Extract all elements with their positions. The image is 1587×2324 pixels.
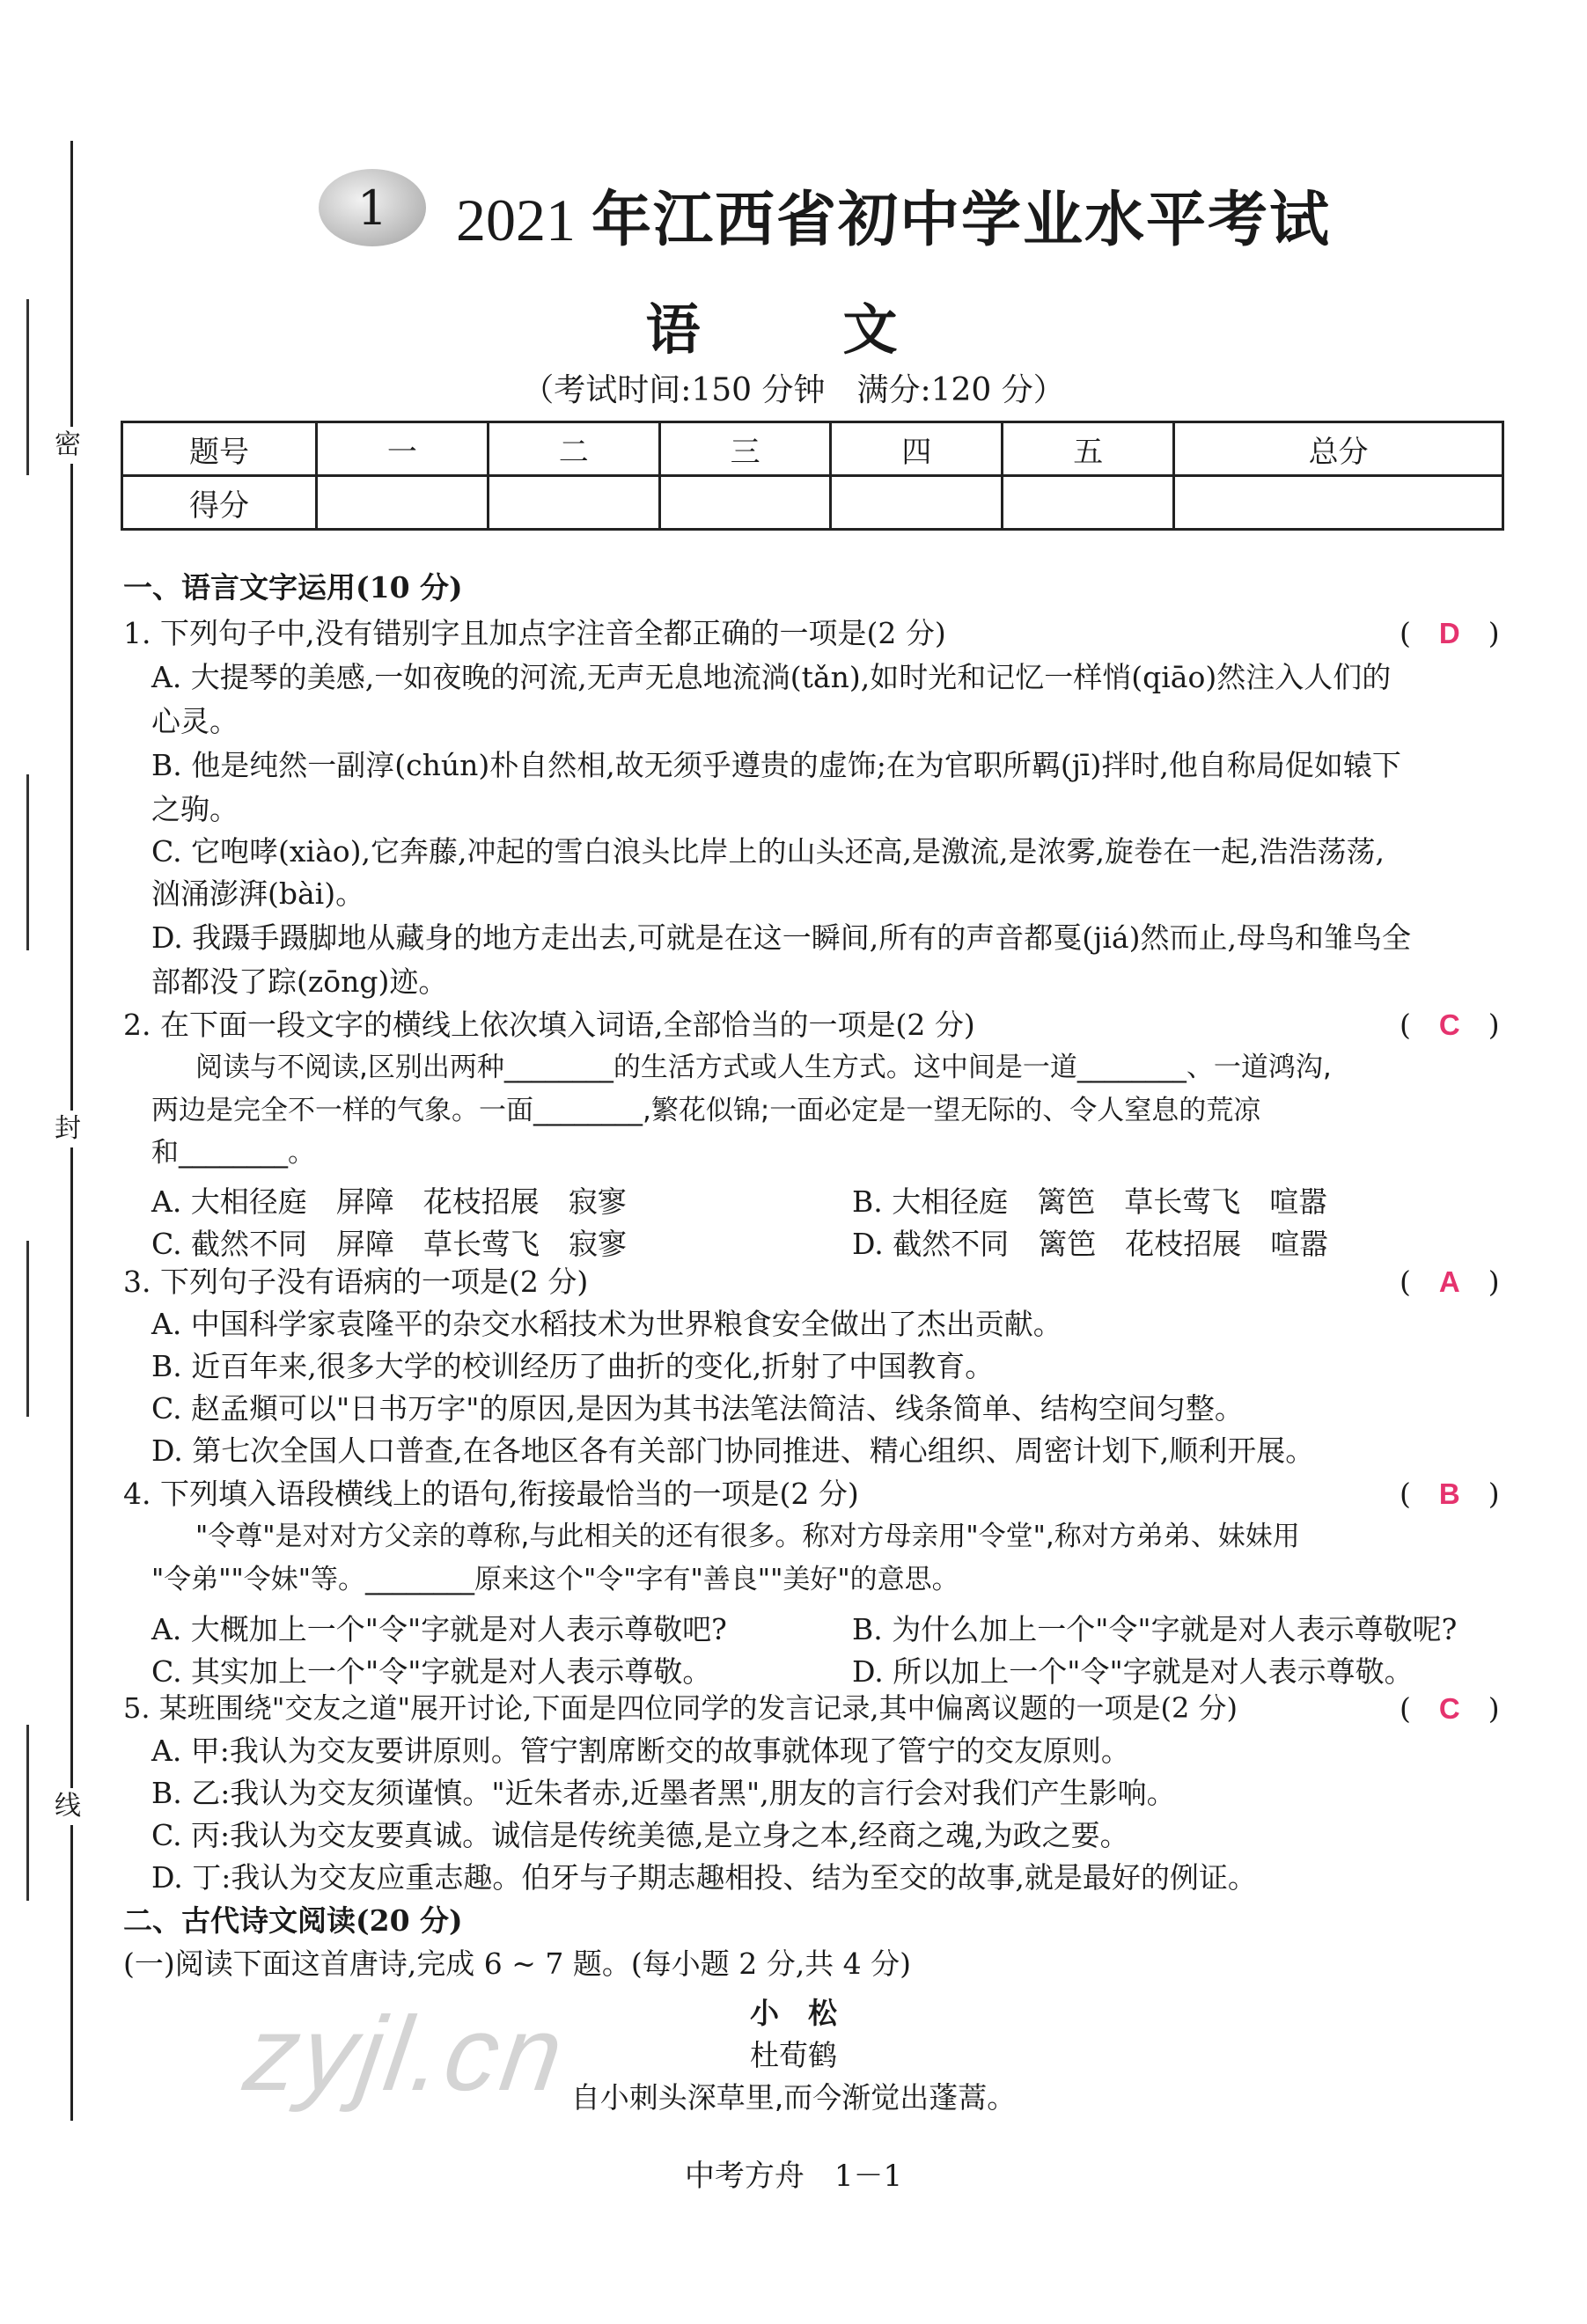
answer-letter: D [1438,617,1460,649]
option-d: D. 我蹑手蹑脚地从藏身的地方走出去,可就是在这一瞬间,所有的声音都戛(jiá)然而止,母鸟和雏鸟全 [151,920,1411,955]
score-table-score-row [122,476,1503,530]
option-a: A. 大概加上一个"令"字就是对人表示尊敬吧? [151,1612,727,1646]
page-footer: 中考方舟 1－1 [684,2159,903,2194]
margin-blank-line [26,1725,29,1901]
answer-letter: A [1438,1265,1460,1298]
margin-label-feng: 封 [55,1111,81,1147]
question-stem: 2. 在下面一段文字的横线上依次填入词语,全部恰当的一项是(2 分) [123,1008,975,1042]
poem-title: 小 松 [750,1996,837,2030]
table-cell: 二 [488,422,659,476]
option-b: B. 为什么加上一个"令"字就是对人表示尊敬呢? [852,1612,1458,1646]
option-c: C. 丙:我认为交友要真诚。诚信是传统美德,是立身之本,经商之魂,为政之要。 [151,1818,1129,1852]
question-stem: 4. 下列填入语段横线上的语句,衔接最恰当的一项是(2 分) [123,1477,859,1511]
title-year: 2021 [456,187,576,253]
option-a: A. 大提琴的美感,一如夜晚的河流,无声无息地流淌(tǎn),如时光和记忆一样悄(qiāo)然注入人们的 [151,660,1392,694]
sub-question-intro: (一)阅读下面这首唐诗,完成 6 ~ 7 题。(每小题 2 分,共 4 分) [123,1946,912,1981]
margin-label-mi: 密 [55,427,81,464]
passage-line: 和________。 [151,1137,315,1169]
section-heading: 一、语言文字运用(10 分) [123,570,463,605]
title-text: 年江西省初中学业水平考试 [591,185,1332,255]
score-table-header-row [122,422,1503,476]
margin-blank-line [26,774,29,950]
score-cell[interactable] [1003,476,1174,530]
option-a-cont: 心灵。 [151,704,239,738]
answer-letter: C [1438,1008,1460,1041]
answer-letter: C [1438,1692,1460,1725]
poem-line: 自小刺头深草里,而今渐觉出蓬蒿。 [570,2080,1017,2115]
option-b: B. 乙:我认为交友须谨慎。"近朱者赤,近墨者黑",朋友的言行会对我们产生影响。 [151,1776,1176,1810]
passage-line: "令弟""令妹"等。________原来这个"令"字有"善良""美好"的意思。 [151,1564,959,1595]
option-d-cont: 部都没了踪(zōng)迹。 [151,964,448,999]
score-cell[interactable] [659,476,831,530]
option-b: B. 他是纯然一副淳(chún)朴自然相,故无须乎遵贵的虚饰;在为官职所羁(jī)拌时,他自称局促如辕下 [151,748,1401,782]
option-d: D. 截然不同 篱笆 花枝招展 喧嚣 [852,1227,1329,1261]
table-cell: 题号 [122,422,317,476]
poem-author: 杜荀鹤 [750,2038,837,2072]
paper-number-badge: 1 [319,169,426,246]
option-a: A. 甲:我认为交友要讲原则。管宁割席断交的故事就体现了管宁的交友原则。 [151,1734,1130,1768]
passage-line: "令尊"是对对方父亲的尊称,与此相关的还有很多。称对方母亲用"令堂",称对方弟弟、妹妹用 [195,1521,1300,1552]
answer-box: ( C ) [1400,1008,1500,1042]
question-stem: 5. 某班围绕"交友之道"展开讨论,下面是四位同学的发言记录,其中偏离议题的一项是(2 分) [123,1691,1238,1725]
option-c-cont: 汹涌澎湃(bài)。 [151,876,365,911]
table-cell: 四 [831,422,1003,476]
option-c: C. 截然不同 屏障 草长莺飞 寂寥 [151,1227,628,1261]
table-cell: 三 [659,422,831,476]
option-b: B. 近百年来,很多大学的校训经历了曲折的变化,折射了中国教育。 [151,1349,995,1383]
score-cell[interactable] [831,476,1003,530]
answer-letter: B [1438,1477,1460,1510]
exam-info: （考试时间:150 分钟 满分:120 分） [522,372,1065,408]
score-table [121,421,1504,531]
subject-title: 语 文 [645,297,942,362]
option-d: D. 丁:我认为交友应重志趣。伯牙与子期志趣相投、结为至交的故事,就是最好的例证。 [151,1860,1257,1895]
option-a: A. 大相径庭 屏障 花枝招展 寂寥 [151,1184,627,1219]
question-stem: 3. 下列句子没有语病的一项是(2 分) [123,1265,589,1299]
answer-box: ( C ) [1400,1691,1500,1726]
option-c: C. 它咆哮(xiào),它奔藤,冲起的雪白浪头比岸上的山头还高,是激流,是浓雾,旋卷在一起,浩浩荡荡, [151,834,1385,869]
answer-box: ( B ) [1400,1477,1500,1511]
margin-label-xian: 线 [55,1788,81,1825]
option-d: D. 所以加上一个"令"字就是对人表示尊敬。 [852,1654,1414,1689]
page-title [456,172,1331,258]
table-cell: 五 [1003,422,1174,476]
table-cell: 得分 [122,476,317,530]
passage-line: 阅读与不阅读,区别出两种________的生活方式或人生方式。这中间是一道________、一道鸿沟, [195,1052,1332,1083]
question-stem: 1. 下列句子中,没有错别字且加点字注音全都正确的一项是(2 分) [123,616,946,650]
watermark-text: zyjl.cn [238,1995,573,2113]
score-cell[interactable] [488,476,659,530]
answer-box: ( A ) [1400,1265,1500,1299]
option-b-cont: 之驹。 [151,792,239,826]
option-c: C. 赵孟頫可以"日书万字"的原因,是因为其书法笔法简洁、线条简单、结构空间匀整。 [151,1391,1244,1426]
option-c: C. 其实加上一个"令"字就是对人表示尊敬。 [151,1654,712,1689]
table-cell: 总分 [1174,422,1503,476]
score-cell[interactable] [1174,476,1503,530]
passage-line: 两边是完全不一样的气象。一面________,繁花似锦;一面必定是一望无际的、令人窒息的荒凉 [151,1095,1261,1126]
option-d: D. 第七次全国人口普查,在各地区各有关部门协同推进、精心组织、周密计划下,顺利开展。 [151,1433,1315,1468]
answer-box: ( D ) [1400,616,1500,650]
score-cell[interactable] [317,476,489,530]
section-heading: 二、古代诗文阅读(20 分) [123,1903,463,1938]
option-a: A. 中国科学家袁隆平的杂交水稻技术为世界粮食安全做出了杰出贡献。 [151,1307,1062,1341]
option-b: B. 大相径庭 篱笆 草长莺飞 喧嚣 [852,1184,1328,1219]
margin-blank-line [26,1241,29,1417]
table-cell: 一 [317,422,489,476]
